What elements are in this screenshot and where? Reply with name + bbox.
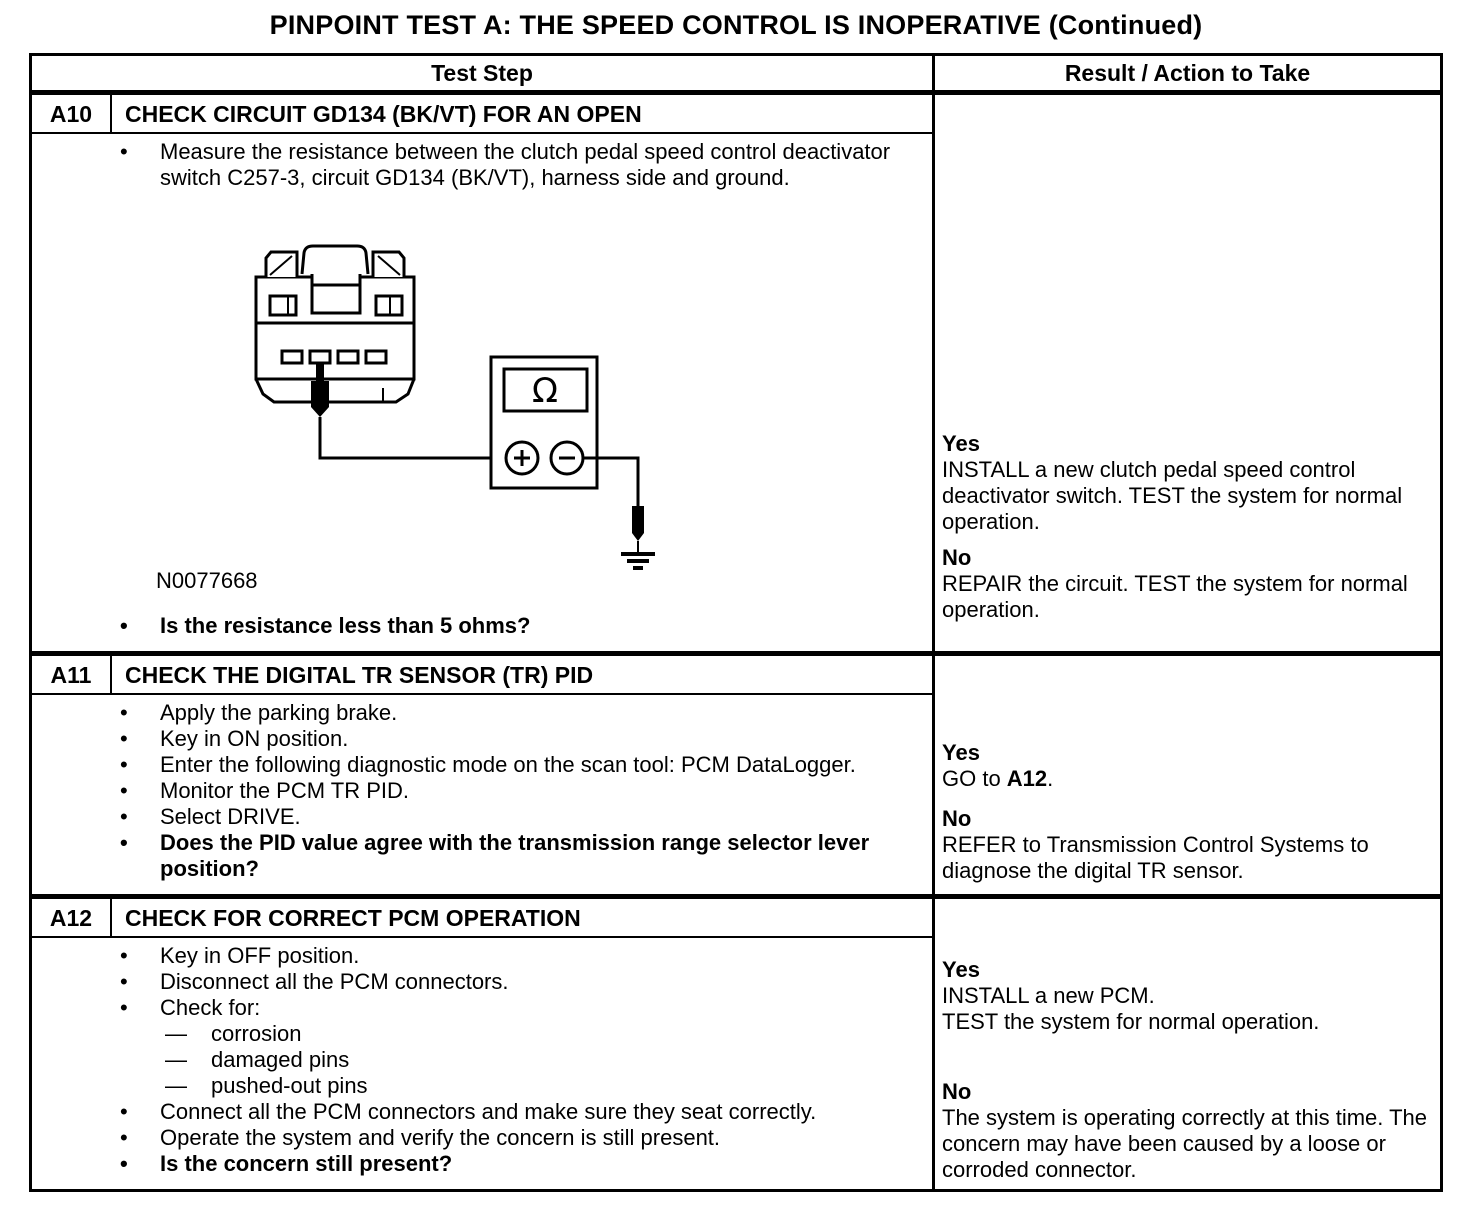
connector-drawing xyxy=(256,246,414,402)
bullet-marker-icon xyxy=(120,804,160,830)
yes-label: Yes xyxy=(942,431,980,456)
list-item xyxy=(120,995,918,1021)
step-question: Does the PID value agree with the transmission range selector lever position? xyxy=(160,830,870,881)
dash-marker-icon xyxy=(165,1073,211,1099)
yes-label: Yes xyxy=(942,957,980,982)
step-id: A12 xyxy=(32,899,112,938)
step-instruction: Select DRIVE. xyxy=(160,804,301,829)
bullet-marker-icon xyxy=(120,778,160,804)
bullet-marker-icon xyxy=(120,1151,160,1177)
column-header-test-step: Test Step xyxy=(32,56,935,90)
bullet-marker-icon xyxy=(120,752,160,778)
plus-terminal-icon xyxy=(506,442,538,474)
step-instruction: Measure the resistance between the clutch pedal speed control deactivator switch C257-3, circuit GD134 (BK/VT), harness side and ground. xyxy=(160,139,891,190)
yes-action-text: TEST the system for normal operation. xyxy=(942,1009,1320,1034)
bullet-marker-icon xyxy=(120,1125,160,1151)
column-header-result: Result / Action to Take xyxy=(1064,60,1311,86)
test-lead-wire xyxy=(320,417,506,458)
step-row-a11 xyxy=(32,651,1440,894)
list-item xyxy=(120,726,918,752)
step-instruction: Operate the system and verify the concern is still present. xyxy=(160,1125,721,1150)
step-row-a12 xyxy=(32,894,1440,1189)
list-item xyxy=(120,969,918,995)
figure-label: N0077668 xyxy=(156,568,258,593)
bullet-marker-icon xyxy=(120,1099,160,1125)
list-item xyxy=(120,778,918,804)
list-item xyxy=(120,1125,918,1151)
step-title: CHECK CIRCUIT GD134 (BK/VT) FOR AN OPEN xyxy=(112,95,935,134)
no-label: No xyxy=(942,806,972,831)
bullet-marker-icon xyxy=(120,995,160,1021)
yes-action-text xyxy=(942,766,1432,792)
bullet-marker-icon xyxy=(120,830,160,882)
page-title: PINPOINT TEST A: THE SPEED CONTROL IS INOPERATIVE (Continued) xyxy=(269,10,1203,40)
step-instruction: Apply the parking brake. xyxy=(160,700,398,725)
ohmmeter-drawing xyxy=(491,357,597,488)
step-result xyxy=(935,95,1440,651)
table-header-row xyxy=(32,56,1440,95)
bullet-marker-icon xyxy=(120,139,160,191)
connector-ohmmeter-diagram xyxy=(150,237,918,593)
go-to-ref: A12 xyxy=(1006,766,1048,791)
list-item xyxy=(120,613,918,639)
step-title: CHECK FOR CORRECT PCM OPERATION xyxy=(112,899,935,938)
ground-symbol-icon xyxy=(621,506,655,568)
sub-list-item xyxy=(165,1073,918,1099)
bullet-marker-icon xyxy=(120,726,160,752)
list-item xyxy=(120,139,918,191)
step-result xyxy=(935,656,1440,894)
sub-list-item xyxy=(165,1047,918,1073)
bullet-marker-icon xyxy=(120,700,160,726)
test-probe-icon xyxy=(311,362,329,417)
bullet-marker-icon xyxy=(120,969,160,995)
no-action-text: The system is operating correctly at this time. The concern may have been caused by a loose or corroded connector. xyxy=(942,1105,1427,1182)
step-id: A10 xyxy=(32,95,112,134)
list-item xyxy=(120,752,918,778)
step-instruction: Key in OFF position. xyxy=(160,943,360,968)
step-instruction: Check for: xyxy=(160,995,261,1020)
step-result xyxy=(935,899,1440,1189)
yes-action-text: INSTALL a new PCM. xyxy=(942,983,1155,1008)
check-item: damaged pins xyxy=(211,1047,350,1072)
step-instruction: Disconnect all the PCM connectors. xyxy=(160,969,509,994)
step-body xyxy=(32,938,935,1189)
no-label: No xyxy=(942,1079,972,1104)
list-item xyxy=(120,804,918,830)
step-title: CHECK THE DIGITAL TR SENSOR (TR) PID xyxy=(112,656,935,695)
list-item xyxy=(120,1099,918,1125)
step-instruction: Key in ON position. xyxy=(160,726,349,751)
minus-terminal-icon xyxy=(551,442,583,474)
step-question: Is the concern still present? xyxy=(160,1151,453,1176)
list-item xyxy=(120,1151,918,1177)
pinpoint-test-table xyxy=(29,53,1443,1192)
check-item: pushed-out pins xyxy=(211,1073,368,1098)
dash-marker-icon xyxy=(165,1047,211,1073)
bullet-marker-icon xyxy=(120,613,160,639)
list-item xyxy=(120,700,918,726)
step-body xyxy=(32,134,935,651)
sub-list-item xyxy=(165,1021,918,1047)
bullet-marker-icon xyxy=(120,943,160,969)
step-instruction: Monitor the PCM TR PID. xyxy=(160,778,409,803)
list-item xyxy=(120,943,918,969)
go-to-text: GO to xyxy=(942,766,1007,791)
no-label: No xyxy=(942,545,972,570)
no-action-text: REPAIR the circuit. TEST the system for normal operation. xyxy=(942,571,1408,622)
step-instruction: Connect all the PCM connectors and make sure they seat correctly. xyxy=(160,1099,817,1124)
step-question: Is the resistance less than 5 ohms? xyxy=(160,613,531,638)
step-row-a10 xyxy=(32,95,1440,651)
list-item xyxy=(120,830,918,882)
yes-label: Yes xyxy=(942,740,980,765)
ohm-symbol: Ω xyxy=(532,371,558,411)
step-id: A11 xyxy=(32,656,112,695)
go-to-period: . xyxy=(1047,766,1054,791)
dash-marker-icon xyxy=(165,1021,211,1047)
check-item: corrosion xyxy=(211,1021,302,1046)
step-instruction: Enter the following diagnostic mode on the scan tool: PCM DataLogger. xyxy=(160,752,856,777)
yes-action-text: INSTALL a new clutch pedal speed control deactivator switch. TEST the system for normal operation. xyxy=(942,457,1403,534)
no-action-text: REFER to Transmission Control Systems to diagnose the digital TR sensor. xyxy=(942,832,1369,883)
step-body xyxy=(32,695,935,894)
